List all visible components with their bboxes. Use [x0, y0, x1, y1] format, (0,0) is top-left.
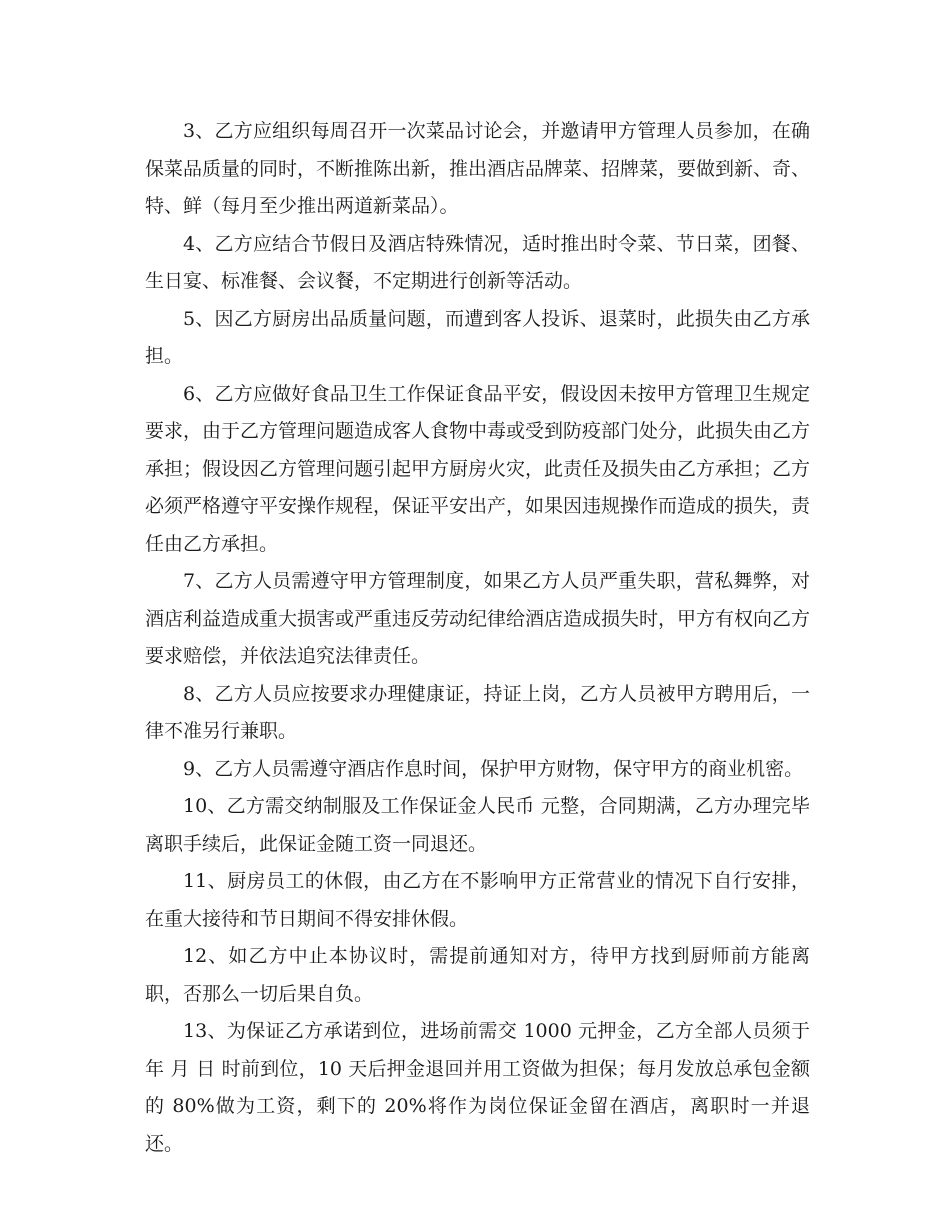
clause-12: 12、如乙方中止本协议时，需提前通知对方，待甲方找到厨师前方能离职，否那么一切后果自负。 — [145, 945, 810, 1005]
document-body — [145, 113, 810, 1163]
clause-7: 7、乙方人员需遵守甲方管理制度，如果乙方人员严重失职，营私舞弊，对酒店利益造成重大损害或严重违反劳动纪律给酒店造成损失时，甲方有权向乙方要求赔偿，并依法追究法律责任。 — [145, 570, 811, 667]
clause-10: 10、乙方需交纳制服及工作保证金人民币 元整，合同期满，乙方办理完毕离职手续后，此保证金随工资一同退还。 — [145, 795, 810, 855]
clause-5: 5、因乙方厨房出品质量问题，而遭到客人投诉、退菜时，此损失由乙方承担。 — [145, 307, 810, 367]
clause-3: 3、乙方应组织每周召开一次菜品讨论会，并邀请甲方管理人员参加，在确保菜品质量的同时，不断推陈出新，推出酒店品牌菜、招牌菜，要做到新、奇、特、鲜（每月至少推出两道新菜品）。 — [145, 120, 811, 217]
clause-8: 8、乙方人员应按要求办理健康证，持证上岗，乙方人员被甲方聘用后，一律不准另行兼职。 — [145, 682, 810, 742]
clause-4: 4、乙方应结合节假日及酒店特殊情况，适时推出时令菜、节日菜，团餐、生日宴、标准餐、会议餐，不定期进行创新等活动。 — [145, 232, 810, 292]
clause-9: 9、乙方人员需遵守酒店作息时间，保护甲方财物，保守甲方的商业机密。 — [183, 757, 804, 780]
clause-6: 6、乙方应做好食品卫生工作保证食品平安，假设因未按甲方管理卫生规定要求，由于乙方管理问题造成客人食物中毒或受到防疫部门处分，此损失由乙方承担；假设因乙方管理问题引起甲方厨房火灾，此责任及损失由乙方承担；乙方必须严格遵守平安操作规程，保证平安出产，如果因违规操作而造成的损失，责任由乙方承担。 — [145, 382, 811, 555]
clause-13: 13、为保证乙方承诺到位，进场前需交 1000 元押金，乙方全部人员须于 年 月 日 时前到位，10 天后押金退回并用工资做为担保；每月发放总承包金额的 80%做为工资，剩下的 20%将作为岗位保证金留在酒店，离职时一并退还。 — [145, 1020, 810, 1155]
clause-11: 11、厨房员工的休假，由乙方在不影响甲方正常营业的情况下自行安排，在重大接待和节日期间不得安排休假。 — [145, 870, 810, 930]
